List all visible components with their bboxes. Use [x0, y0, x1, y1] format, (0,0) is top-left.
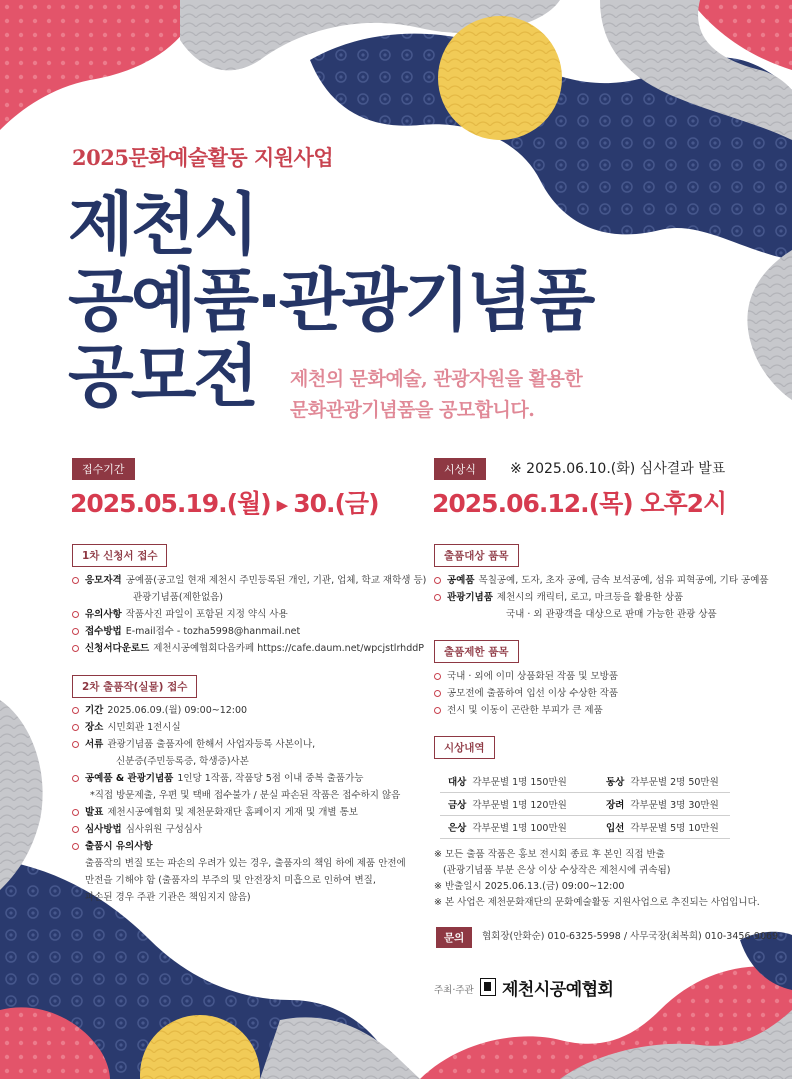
list-item	[434, 668, 618, 685]
restricted-items-heading: 출품제한 품목	[434, 640, 519, 663]
item-text: 심사위원 구성심사	[125, 824, 203, 835]
first-round-list	[72, 572, 426, 657]
item-text: 제천시의 캐릭터, 로고, 마크등을 활용한 상품	[496, 592, 684, 603]
prize-detail: 각부문별 1명 100만원	[472, 823, 567, 834]
prize-note: (관광기념품 부분 은상 이상 수상작은 제천시에 귀속됨)	[434, 865, 671, 876]
item-subtext: 관광기념품(제한없음)	[133, 592, 224, 603]
eligible-items-heading: 출품대상 품목	[434, 544, 519, 567]
list-item	[72, 606, 426, 623]
prize-rank: 장려	[606, 800, 625, 811]
prize-note: ※ 모든 출품 작품은 홍보 전시회 종료 후 본인 직접 반출	[434, 849, 665, 860]
bullet-icon	[434, 673, 441, 680]
tagline-line-1: 제천의 문화예술, 관광자원을 활용한	[290, 368, 583, 390]
main-title-line-1: 제천시	[68, 186, 257, 265]
host-label: 주최·주관	[434, 985, 474, 996]
item-label: 서류	[85, 739, 104, 750]
inquiry-contacts: 협회장(안화순) 010-6325-5998 / 사무국장(최복희) 010-3456-9069	[482, 931, 779, 942]
caution-text: 만전을 기해야 함 (출품자의 부주의 및 안전장치 미흡으로 인하여 변질,	[85, 875, 376, 886]
list-item	[72, 623, 426, 640]
list-item	[72, 589, 426, 606]
reception-end-date: 30.(금)	[293, 489, 379, 518]
item-text: 시민회관 1전시실	[107, 722, 181, 733]
list-item	[434, 685, 618, 702]
item-text: 공예품(공고일 현재 제천시 주민등록된 개인, 기관, 업체, 학교 재학생 등)	[125, 575, 427, 586]
prize-bronze	[606, 774, 719, 788]
item-label: 심사방법	[85, 824, 122, 835]
prize-rank: 금상	[448, 800, 467, 811]
prizes-heading: 시상내역	[434, 736, 495, 759]
bullet-icon	[72, 826, 79, 833]
bullet-icon	[72, 707, 79, 714]
arrow-right-icon: ▶	[276, 496, 288, 514]
item-text: 2025.06.09.(월) 09:00~12:00	[107, 705, 248, 716]
list-item	[434, 589, 769, 606]
bullet-icon	[434, 690, 441, 697]
list-item	[72, 572, 426, 589]
bullet-icon	[72, 724, 79, 731]
list-item	[72, 787, 406, 804]
item-label: 관광기념품	[447, 592, 493, 603]
item-text: E-mail접수 - tozha5998@hanmail.net	[125, 626, 301, 637]
item-label: 발표	[85, 807, 104, 818]
program-title: 2025문화예술활동 지원사업	[72, 145, 334, 170]
host-name: 제천시공예협회	[502, 980, 614, 1000]
prize-rank: 입선	[606, 823, 625, 834]
item-text: 관광기념품 출품자에 한해서 사업자등록 사본이나,	[107, 739, 316, 750]
prize-encouragement	[606, 797, 719, 811]
item-text: 전시 및 이동이 곤란한 부피가 큰 제품	[447, 705, 603, 716]
item-label: 접수방법	[85, 626, 122, 637]
item-text: 국내 · 외에 이미 상품화된 작품 및 모방품	[447, 671, 618, 682]
prize-rank: 대상	[448, 777, 467, 788]
inquiry-badge: 문의	[436, 927, 472, 948]
main-title-line-2: 공예품·관광기념품	[68, 262, 593, 341]
list-item	[434, 606, 769, 623]
second-round-heading: 2차 출품작(실물) 접수	[72, 675, 197, 698]
bullet-icon	[72, 645, 79, 652]
list-item	[72, 736, 406, 753]
prize-detail: 각부문별 1명 120만원	[472, 800, 567, 811]
restricted-items-list	[434, 668, 618, 719]
eligible-items-list	[434, 572, 769, 623]
ceremony-badge: 시상식	[434, 458, 486, 480]
caution-line	[72, 855, 406, 872]
list-item	[72, 770, 406, 787]
bullet-icon	[434, 577, 441, 584]
item-text: 제천시공예협회다음카페 https://cafe.daum.net/wpcjstlrhddP	[153, 643, 424, 654]
first-round-heading: 1차 신청서 접수	[72, 544, 167, 567]
bullet-icon	[72, 577, 79, 584]
prize-divider	[440, 815, 730, 816]
caution-text: 파손된 경우 주관 기관은 책임지지 않음)	[85, 892, 251, 903]
reception-badge: 접수기간	[72, 458, 135, 480]
prize-note: ※ 반출일시 2025.06.13.(금) 09:00~12:00	[434, 881, 625, 892]
item-subtext: 국내 · 외 관광객을 대상으로 판매 가능한 관광 상품	[506, 609, 717, 620]
caution-text: 출품작의 변질 또는 파손의 우려가 있는 경우, 출품자의 책임 하에 제품 안전에	[85, 858, 406, 869]
prize-detail: 각부문별 2명 50만원	[630, 777, 719, 788]
bullet-icon	[434, 594, 441, 601]
item-label: 유의사항	[85, 609, 122, 620]
prize-rank: 동상	[606, 777, 625, 788]
item-subtext: 신분증(주민등록증, 학생증)사본	[116, 756, 249, 767]
item-text: 목칠공예, 도자, 초자 공예, 금속 보석공예, 섬유 피혁공예, 기타 공예품	[478, 575, 769, 586]
caution-line	[72, 872, 406, 889]
item-subtext: *직접 방문제출, 우편 및 택배 접수불가 / 분실 파손된 작품은 접수하지 않음	[90, 790, 401, 801]
prize-divider	[440, 838, 730, 839]
bullet-icon	[72, 628, 79, 635]
item-label: 응모자격	[85, 575, 122, 586]
prize-detail: 각부문별 3명 30만원	[630, 800, 719, 811]
item-text: 1인당 1작품, 작품당 5점 이내 중복 출품가능	[177, 773, 364, 784]
prize-gold	[448, 797, 567, 811]
prize-detail: 각부문별 5명 10만원	[630, 823, 719, 834]
bullet-icon	[72, 611, 79, 618]
result-notice: ※ 2025.06.10.(화) 심사결과 발표	[510, 461, 726, 477]
caution-line	[72, 889, 406, 906]
association-logo-icon	[480, 978, 496, 996]
item-label: 공예품	[447, 575, 475, 586]
item-text: 제천시공예협회 및 제천문화재단 홈페이지 게재 및 개별 통보	[107, 807, 358, 818]
list-item	[72, 804, 406, 821]
prize-rank: 은상	[448, 823, 467, 834]
bullet-icon	[434, 707, 441, 714]
list-item	[72, 821, 406, 838]
item-label: 신청서다운로드	[85, 643, 150, 654]
item-label: 장소	[85, 722, 104, 733]
reception-dates	[70, 484, 379, 520]
prize-divider	[440, 792, 730, 793]
list-item	[72, 702, 406, 719]
tagline-line-2: 문화관광기념품을 공모합니다.	[290, 399, 535, 421]
prize-silver	[448, 820, 567, 834]
prize-note: ※ 본 사업은 제천문화재단의 문화예술활동 지원사업으로 추진되는 사업입니다.	[434, 897, 760, 908]
reception-start-date: 2025.05.19.(월)	[70, 489, 271, 518]
item-label: 출품시 유의사항	[85, 841, 153, 852]
prize-grand	[448, 774, 567, 788]
ceremony-date: 2025.06.12.(목) 오후2시	[432, 489, 727, 518]
item-label: 공예품 & 관광기념품	[85, 773, 174, 784]
main-title-line-3: 공모전	[68, 338, 257, 417]
bullet-icon	[72, 741, 79, 748]
second-round-list	[72, 702, 406, 906]
list-item	[72, 640, 426, 657]
list-item	[434, 702, 618, 719]
list-item	[434, 572, 769, 589]
prize-honorable	[606, 820, 719, 834]
bullet-icon	[72, 809, 79, 816]
item-text: 공모전에 출품하여 입선 이상 수상한 작품	[447, 688, 619, 699]
bullet-icon	[72, 843, 79, 850]
bullet-icon	[72, 775, 79, 782]
prize-detail: 각부문별 1명 150만원	[472, 777, 567, 788]
item-label: 기간	[85, 705, 104, 716]
item-text: 작품사진 파일이 포함된 지정 약식 사용	[125, 609, 288, 620]
list-item	[72, 838, 406, 855]
list-item	[72, 719, 406, 736]
list-item	[72, 753, 406, 770]
